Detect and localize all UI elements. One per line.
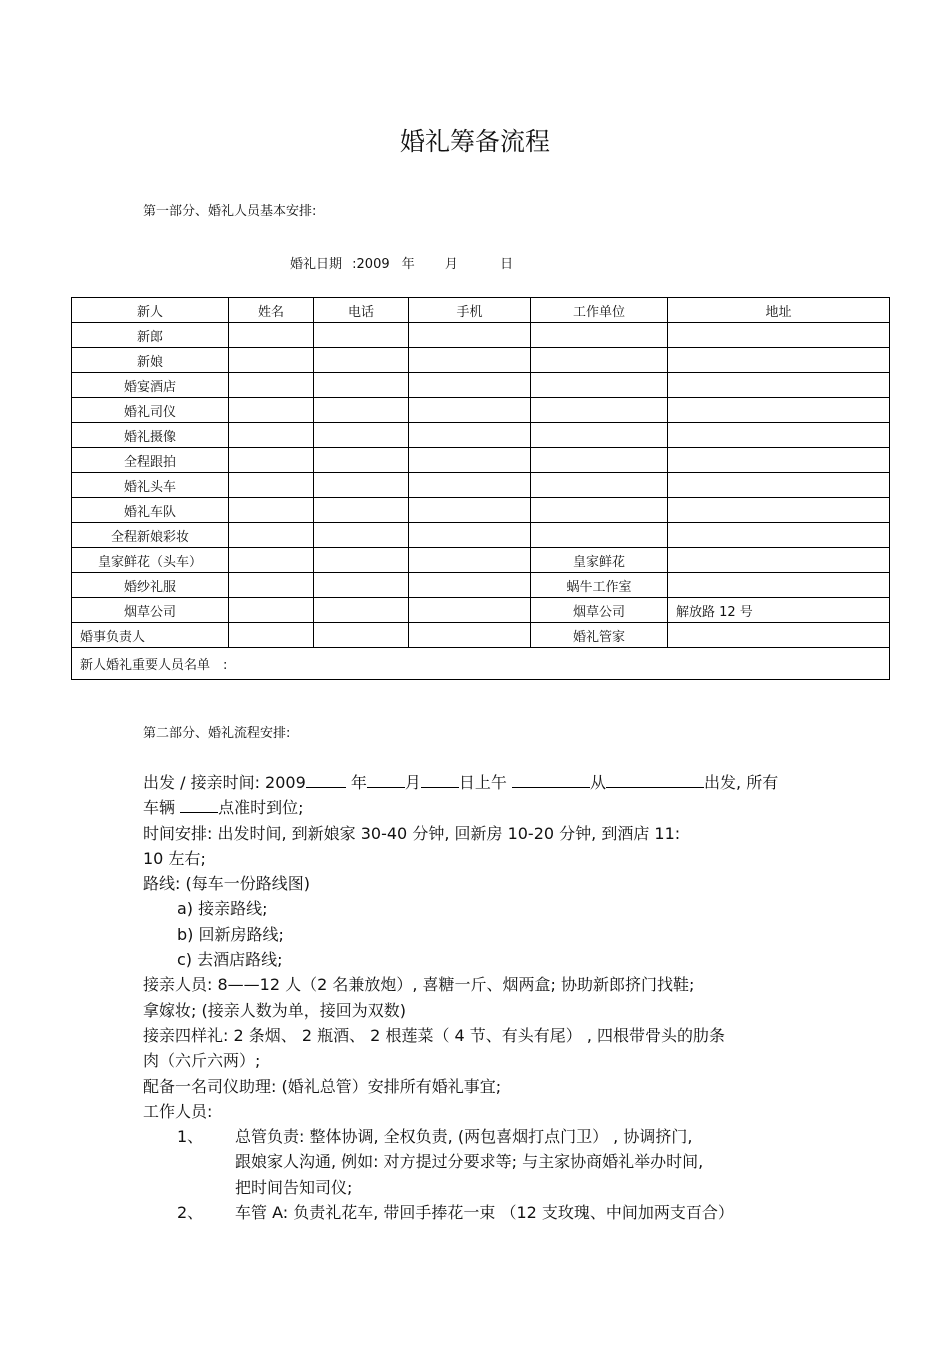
body-line: 肉（六斤六两）; xyxy=(143,1051,261,1071)
table-row xyxy=(72,598,890,623)
vehicles-text: 车辆 xyxy=(143,798,176,818)
table-cell xyxy=(409,598,531,623)
role-cell: 婚事负责人 xyxy=(72,623,229,648)
blank-underline xyxy=(306,771,346,788)
body-line: 工作人员: xyxy=(143,1101,213,1121)
table-cell: 皇家鲜花 xyxy=(531,548,668,573)
table-cell xyxy=(229,598,314,623)
table-cell xyxy=(531,523,668,548)
table-row xyxy=(72,323,890,348)
table-cell xyxy=(229,548,314,573)
depart-text: 出发, 所有 xyxy=(704,773,779,792)
table-cell xyxy=(229,373,314,398)
item-text: 总管负责: 整体协调, 全权负责, (两包喜烟打点门卫） , 协调挤门, xyxy=(235,1127,693,1147)
table-cell xyxy=(531,423,668,448)
header-cell: 工作单位 xyxy=(531,298,668,323)
header-cell: 地址 xyxy=(668,298,890,323)
year-text: 年 xyxy=(350,773,367,792)
body-line: 时间安排: 出发时间, 到新娘家 30-40 分钟, 回新房 10-20 分钟, 到酒店 11: xyxy=(143,823,681,843)
staff-table xyxy=(71,297,890,680)
table-cell xyxy=(229,448,314,473)
item-text: 车管 A: 负责礼花车, 带回手捧花一束 （12 支玫瑰、中间加两支百合） xyxy=(235,1203,734,1223)
role-cell: 皇家鲜花（头车） xyxy=(72,548,229,573)
role-cell: 全程跟拍 xyxy=(72,448,229,473)
table-cell xyxy=(668,473,890,498)
body-line: 路线: (每车一份路线图) xyxy=(143,874,310,894)
table-cell xyxy=(314,448,409,473)
staff-item-continued: 把时间告知司仪; xyxy=(235,1177,353,1197)
table-row xyxy=(72,448,890,473)
body-line: 接亲四样礼: 2 条烟、 2 瓶酒、 2 根莲菜（ 4 节、有头有尾） , 四根带骨头的肋条 xyxy=(143,1025,726,1045)
body-line: 配备一名司仪助理: (婚礼总管）安排所有婚礼事宜; xyxy=(143,1076,502,1096)
table-cell xyxy=(668,348,890,373)
table-cell xyxy=(531,323,668,348)
table-row xyxy=(72,623,890,648)
from-text: 从 xyxy=(590,773,607,792)
table-row xyxy=(72,573,890,598)
role-cell: 婚礼司仪 xyxy=(72,398,229,423)
table-cell xyxy=(314,523,409,548)
table-row xyxy=(72,548,890,573)
table-cell xyxy=(314,473,409,498)
table-cell xyxy=(409,573,531,598)
table-cell xyxy=(409,348,531,373)
table-header-row xyxy=(72,298,890,323)
body-line xyxy=(143,795,813,820)
table-cell xyxy=(668,448,890,473)
date-year: 年 xyxy=(401,257,415,272)
table-cell xyxy=(229,348,314,373)
table-cell xyxy=(409,523,531,548)
table-footer-row xyxy=(72,648,890,680)
month-text: 月 xyxy=(404,773,421,792)
date-year-prefix: :2009 xyxy=(352,257,390,272)
table-cell xyxy=(668,548,890,573)
day-text: 日上午 xyxy=(458,773,507,792)
important-people-note: 新人婚礼重要人员名单 : xyxy=(72,648,890,680)
table-cell xyxy=(314,598,409,623)
table-cell xyxy=(409,373,531,398)
item-number: 1、 xyxy=(177,1127,204,1147)
table-cell xyxy=(531,348,668,373)
table-row xyxy=(72,498,890,523)
wedding-date-line xyxy=(290,253,513,272)
blank-underline xyxy=(180,796,218,813)
body-line: 拿嫁妆; (接亲人数为单，接回为双数) xyxy=(143,1000,406,1020)
role-cell: 婚礼车队 xyxy=(72,498,229,523)
table-row xyxy=(72,473,890,498)
table-cell xyxy=(229,498,314,523)
table-cell xyxy=(229,623,314,648)
table-row xyxy=(72,398,890,423)
part1-heading: 第一部分、婚礼人员基本安排: xyxy=(143,204,317,219)
table-cell xyxy=(314,548,409,573)
table-cell xyxy=(668,423,890,448)
table-cell xyxy=(668,498,890,523)
table-cell xyxy=(314,498,409,523)
role-cell: 婚宴酒店 xyxy=(72,373,229,398)
role-cell: 全程新娘彩妆 xyxy=(72,523,229,548)
role-cell: 婚礼摄像 xyxy=(72,423,229,448)
header-cell: 电话 xyxy=(314,298,409,323)
blank-underline xyxy=(512,771,590,788)
staff-item xyxy=(143,1200,813,1225)
table-cell xyxy=(229,473,314,498)
table-row xyxy=(72,373,890,398)
table-cell xyxy=(229,323,314,348)
table-cell xyxy=(531,498,668,523)
table-cell xyxy=(314,323,409,348)
table-cell xyxy=(229,423,314,448)
table-cell: 婚礼管家 xyxy=(531,623,668,648)
table-cell xyxy=(409,448,531,473)
table-body xyxy=(72,323,890,648)
table-cell xyxy=(668,523,890,548)
header-cell: 姓名 xyxy=(229,298,314,323)
blank-underline xyxy=(367,771,405,788)
role-cell: 新郎 xyxy=(72,323,229,348)
role-cell: 烟草公司 xyxy=(72,598,229,623)
body-line: 10 左右; xyxy=(143,848,206,868)
header-cell: 新人 xyxy=(72,298,229,323)
table-cell xyxy=(409,548,531,573)
table-cell xyxy=(531,473,668,498)
item-number: 2、 xyxy=(177,1203,204,1223)
route-item: c) 去酒店路线; xyxy=(177,950,283,970)
route-item: a) 接亲路线; xyxy=(177,899,268,919)
blank-underline xyxy=(421,771,459,788)
process-body xyxy=(143,770,813,1225)
table-cell xyxy=(409,473,531,498)
role-cell: 新娘 xyxy=(72,348,229,373)
route-item: b) 回新房路线; xyxy=(177,924,284,944)
body-line: 接亲人员: 8——12 人（2 名兼放炮）, 喜糖一斤、烟两盒; 协助新郎挤门找鞋; xyxy=(143,975,695,995)
page-title: 婚礼筹备流程 xyxy=(399,127,550,156)
table-cell xyxy=(668,373,890,398)
table-cell xyxy=(531,373,668,398)
date-day: 日 xyxy=(500,257,514,272)
table-row xyxy=(72,523,890,548)
table-cell xyxy=(668,623,890,648)
table-cell xyxy=(314,623,409,648)
on-time-text: 点准时到位; xyxy=(218,798,304,818)
table-row xyxy=(72,348,890,373)
part2-heading: 第二部分、婚礼流程安排: xyxy=(143,726,291,741)
date-label: 婚礼日期 xyxy=(290,257,343,272)
table-cell xyxy=(409,498,531,523)
depart-time-label: 出发 / 接亲时间: 2009 xyxy=(143,773,306,792)
table-cell xyxy=(314,398,409,423)
table-cell xyxy=(229,398,314,423)
table-cell xyxy=(531,398,668,423)
date-month: 月 xyxy=(444,257,458,272)
table-cell xyxy=(531,448,668,473)
table-cell xyxy=(314,373,409,398)
table-cell xyxy=(409,423,531,448)
table-cell xyxy=(314,573,409,598)
table-cell: 解放路 12 号 xyxy=(668,598,890,623)
table-cell xyxy=(409,398,531,423)
table-cell xyxy=(668,323,890,348)
blank-underline xyxy=(606,771,704,788)
header-cell: 手机 xyxy=(409,298,531,323)
role-cell: 婚礼头车 xyxy=(72,473,229,498)
table-cell xyxy=(668,573,890,598)
table-cell xyxy=(314,348,409,373)
table-cell xyxy=(668,398,890,423)
table-cell xyxy=(314,423,409,448)
table-cell xyxy=(409,323,531,348)
table-cell: 烟草公司 xyxy=(531,598,668,623)
table-cell xyxy=(229,573,314,598)
table-cell xyxy=(409,623,531,648)
table-row xyxy=(72,423,890,448)
staff-item-continued: 跟娘家人沟通, 例如: 对方提过分要求等; 与主家协商婚礼举办时间, xyxy=(235,1152,704,1172)
table-cell: 蜗牛工作室 xyxy=(531,573,668,598)
body-line xyxy=(143,770,813,795)
staff-item xyxy=(143,1124,813,1149)
role-cell: 婚纱礼服 xyxy=(72,573,229,598)
table-cell xyxy=(229,523,314,548)
